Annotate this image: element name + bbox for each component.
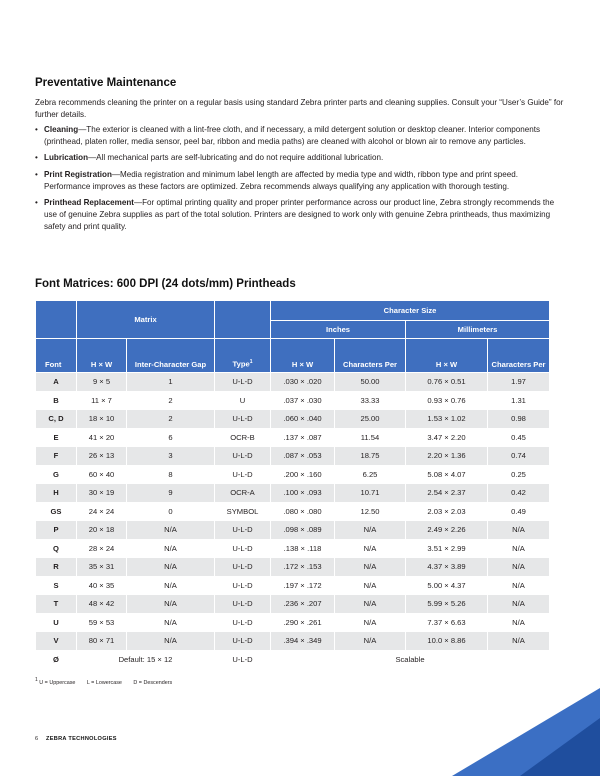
cell-matrix-hxw: 41 × 20	[77, 428, 127, 447]
cell-inches-chars: N/A	[335, 595, 406, 614]
cell-inches-hxw: .060 × .040	[271, 410, 335, 429]
cell-inches-hxw: .138 × .118	[271, 539, 335, 558]
cell-font: Q	[36, 539, 77, 558]
cell-mm-chars: 0.98	[488, 410, 550, 429]
cell-mm-hxw: 1.53 × 1.02	[406, 410, 488, 429]
bullet-term: Cleaning	[44, 125, 79, 134]
cell-font: S	[36, 576, 77, 595]
footnote-item: D = Descenders	[133, 679, 173, 686]
table-row	[36, 428, 550, 447]
table-row	[36, 521, 550, 540]
cell-type: U-L-D	[215, 373, 271, 392]
cell-matrix-hxw: 26 × 13	[77, 447, 127, 466]
cell-matrix-hxw: 9 × 5	[77, 373, 127, 392]
cell-type: U-L-D	[215, 576, 271, 595]
cell-gap: N/A	[127, 539, 215, 558]
cell-inches-hxw: .087 × .053	[271, 447, 335, 466]
cell-mm-hxw: 0.76 × 0.51	[406, 373, 488, 392]
bullet-print-registration	[35, 169, 565, 193]
cell-gap: N/A	[127, 576, 215, 595]
cell-mm-chars: 0.49	[488, 502, 550, 521]
cell-mm-hxw: 4.37 × 3.89	[406, 558, 488, 577]
bullet-text: —Media registration and minimum label length are affected by media type and width, ribbon type and print speed. Performance improves as these factors are optimized. Zebra recommends always qualifying any application with thorough testing.	[44, 169, 519, 191]
cell-mm-hxw: 2.54 × 2.37	[406, 484, 488, 503]
cell-mm-chars: N/A	[488, 521, 550, 540]
cell-gap: 1	[127, 373, 215, 392]
header-type-label: Type	[232, 359, 250, 369]
cell-gap: N/A	[127, 613, 215, 632]
header-inches: Inches	[271, 321, 406, 339]
bullet-lubrication	[35, 152, 565, 164]
cell-mm-chars: N/A	[488, 595, 550, 614]
cell-type: U-L-D	[215, 539, 271, 558]
cell-mm-chars: N/A	[488, 539, 550, 558]
cell-font: E	[36, 428, 77, 447]
cell-inches-chars: N/A	[335, 539, 406, 558]
cell-type: U-L-D	[215, 447, 271, 466]
footnote-marker: 1	[249, 358, 253, 365]
cell-mm-chars: 0.45	[488, 428, 550, 447]
cell-mm-hxw: 10.0 × 8.86	[406, 632, 488, 651]
table-row	[36, 502, 550, 521]
table-row	[36, 650, 550, 669]
header-type-spacer	[215, 301, 271, 339]
cell-inches-hxw: .394 × .349	[271, 632, 335, 651]
cell-mm-hxw: 5.99 × 5.26	[406, 595, 488, 614]
cell-font: F	[36, 447, 77, 466]
cell-inches-hxw: .037 × .030	[271, 391, 335, 410]
cell-type: U-L-D	[215, 613, 271, 632]
bullet-dot: •	[35, 198, 38, 208]
header-mm-chars: Characters Per	[488, 339, 550, 373]
cell-font: T	[36, 595, 77, 614]
table-row	[36, 410, 550, 429]
cell-inches-chars: 25.00	[335, 410, 406, 429]
cell-inches-hxw: .098 × .089	[271, 521, 335, 540]
cell-font: B	[36, 391, 77, 410]
cell-gap: 3	[127, 447, 215, 466]
cell-mm-hxw: 0.93 × 0.76	[406, 391, 488, 410]
cell-gap: N/A	[127, 632, 215, 651]
header-inches-chars: Characters Per	[335, 339, 406, 373]
bullet-term: Print Registration	[44, 169, 112, 179]
header-gap: Inter-Character Gap	[127, 339, 215, 373]
corner-triangle-light	[452, 688, 600, 776]
table-row	[36, 391, 550, 410]
cell-inches-chars: N/A	[335, 613, 406, 632]
cell-gap: 0	[127, 502, 215, 521]
cell-mm-hxw: 3.47 × 2.20	[406, 428, 488, 447]
font-matrices-table	[35, 300, 550, 669]
header-font: Font	[36, 339, 77, 373]
table-row	[36, 613, 550, 632]
header-inches-hxw: H × W	[271, 339, 335, 373]
cell-font: C, D	[36, 410, 77, 429]
bullet-dot: •	[35, 153, 38, 163]
footnote-item: L = Lowercase	[86, 679, 122, 686]
cell-inches-hxw: .236 × .207	[271, 595, 335, 614]
cell-font: U	[36, 613, 77, 632]
header-type	[215, 339, 271, 373]
cell-gap: 9	[127, 484, 215, 503]
header-font-spacer	[36, 301, 77, 339]
cell-gap: N/A	[127, 595, 215, 614]
footnote-marker: 1	[35, 677, 38, 683]
cell-inches-chars: N/A	[335, 576, 406, 595]
bullet-text: —The exterior is cleaned with a lint-free cloth, and if necessary, a mild detergent solution or desktop cleaner. Interior components (printhead, platen roller, media sensor, peel bar, ribbon and media paths) are cleaned with alcohol or blown air to remove any particles.	[44, 125, 541, 146]
cell-inches-hxw: .137 × .087	[271, 428, 335, 447]
table-row	[36, 465, 550, 484]
footnote-item: U = Uppercase	[39, 679, 76, 686]
bullet-text: —For optimal printing quality and proper printer performance across our product line, Zebra strongly recommends the use of genuine Zebra supplies as part of the total solution. Printers are designed to work only with genuine Zebra printheads, thus maximizing safety and print quality.	[44, 198, 555, 232]
cell-matrix-hxw: 60 × 40	[77, 465, 127, 484]
cell-matrix-hxw: 59 × 53	[77, 613, 127, 632]
cell-inches-hxw: .290 × .261	[271, 613, 335, 632]
cell-inches-chars: N/A	[335, 521, 406, 540]
cell-matrix-hxw: 11 × 7	[77, 391, 127, 410]
cell-matrix-hxw: 35 × 31	[77, 558, 127, 577]
cell-type: SYMBOL	[215, 502, 271, 521]
cell-inches-chars: 11.54	[335, 428, 406, 447]
table-title: Font Matrices: 600 DPI (24 dots/mm) Printheads	[35, 278, 296, 290]
cell-mm-chars: 1.97	[488, 373, 550, 392]
bullet-term: Printhead Replacement	[44, 198, 134, 208]
cell-gap: 2	[127, 391, 215, 410]
header-millimeters: Millimeters	[406, 321, 550, 339]
table-row	[36, 595, 550, 614]
cell-mm-chars: N/A	[488, 632, 550, 651]
cell-matrix-hxw: 80 × 71	[77, 632, 127, 651]
cell-inches-hxw: .197 × .172	[271, 576, 335, 595]
cell-font: A	[36, 373, 77, 392]
cell-inches-chars: 10.71	[335, 484, 406, 503]
cell-type: OCR-B	[215, 428, 271, 447]
bullet-dot: •	[35, 169, 38, 179]
table-row	[36, 539, 550, 558]
cell-mm-chars: 1.31	[488, 391, 550, 410]
cell-type: U-L-D	[215, 558, 271, 577]
cell-font: Ø	[36, 650, 77, 669]
bullet-text: —All mechanical parts are self-lubricating and do not require additional lubrication.	[88, 153, 384, 163]
table-row	[36, 484, 550, 503]
cell-inches-chars: N/A	[335, 632, 406, 651]
cell-gap: 6	[127, 428, 215, 447]
cell-gap: N/A	[127, 521, 215, 540]
cell-matrix-hxw: 30 × 19	[77, 484, 127, 503]
table-body	[36, 373, 550, 669]
cell-font: GS	[36, 502, 77, 521]
cell-type: OCR-A	[215, 484, 271, 503]
header-matrix: Matrix	[77, 301, 215, 339]
cell-matrix-hxw: 18 × 10	[77, 410, 127, 429]
cell-font: V	[36, 632, 77, 651]
table-row	[36, 558, 550, 577]
cell-matrix-hxw: 24 × 24	[77, 502, 127, 521]
cell-inches-hxw: .172 × .153	[271, 558, 335, 577]
cell-mm-chars: N/A	[488, 613, 550, 632]
cell-mm-hxw: 2.49 × 2.26	[406, 521, 488, 540]
cell-type: U-L-D	[215, 595, 271, 614]
cell-gap: N/A	[127, 558, 215, 577]
header-mm-hxw: H × W	[406, 339, 488, 373]
cell-inches-chars: 50.00	[335, 373, 406, 392]
cell-scalable: Scalable	[271, 650, 550, 669]
cell-mm-hxw: 2.20 × 1.36	[406, 447, 488, 466]
cell-type: U-L-D	[215, 521, 271, 540]
cell-inches-chars: 33.33	[335, 391, 406, 410]
cell-mm-hxw: 2.03 × 2.03	[406, 502, 488, 521]
cell-inches-hxw: .200 × .160	[271, 465, 335, 484]
cell-matrix-hxw: 40 × 35	[77, 576, 127, 595]
cell-mm-chars: N/A	[488, 576, 550, 595]
bullet-cleaning	[35, 124, 565, 148]
bullet-printhead-replacement	[35, 197, 565, 233]
cell-matrix-hxw: 20 × 18	[77, 521, 127, 540]
cell-inches-chars: 12.50	[335, 502, 406, 521]
bullet-dot: •	[35, 125, 38, 134]
header-matrix-hxw: H × W	[77, 339, 127, 373]
section-title-maintenance: Preventative Maintenance	[35, 77, 177, 89]
cell-inches-hxw: .030 × .020	[271, 373, 335, 392]
cell-type: U-L-D	[215, 410, 271, 429]
cell-mm-chars: 0.25	[488, 465, 550, 484]
brand-name: ZEBRA TECHNOLOGIES	[46, 736, 117, 742]
table-row	[36, 373, 550, 392]
cell-type: U-L-D	[215, 632, 271, 651]
cell-mm-hxw: 3.51 × 2.99	[406, 539, 488, 558]
cell-type: U	[215, 391, 271, 410]
maintenance-bullet-list	[35, 124, 565, 238]
cell-font: R	[36, 558, 77, 577]
table-row	[36, 576, 550, 595]
footnote	[35, 677, 182, 686]
corner-triangle-dark	[520, 718, 600, 776]
cell-gap: 8	[127, 465, 215, 484]
cell-gap: 2	[127, 410, 215, 429]
cell-inches-chars: 18.75	[335, 447, 406, 466]
cell-type: U-L-D	[215, 465, 271, 484]
cell-inches-hxw: .100 × .093	[271, 484, 335, 503]
cell-matrix-hxw: 48 × 42	[77, 595, 127, 614]
maintenance-intro: Zebra recommends cleaning the printer on a regular basis using standard Zebra printer parts and cleaning supplies. Consult your “User’s Guide” for further details.	[35, 98, 564, 120]
cell-mm-hxw: 5.08 × 4.07	[406, 465, 488, 484]
cell-type: U-L-D	[215, 650, 271, 669]
cell-inches-chars: 6.25	[335, 465, 406, 484]
table-row	[36, 447, 550, 466]
cell-font: H	[36, 484, 77, 503]
cell-font: P	[36, 521, 77, 540]
header-character-size: Character Size	[271, 301, 550, 321]
cell-matrix-hxw: 28 × 24	[77, 539, 127, 558]
cell-mm-chars: N/A	[488, 558, 550, 577]
cell-inches-chars: N/A	[335, 558, 406, 577]
table-row	[36, 632, 550, 651]
cell-font: G	[36, 465, 77, 484]
bullet-term: Lubrication	[44, 153, 89, 163]
cell-mm-chars: 0.74	[488, 447, 550, 466]
cell-default-matrix: Default: 15 × 12	[77, 650, 215, 669]
cell-mm-hxw: 7.37 × 6.63	[406, 613, 488, 632]
cell-inches-hxw: .080 × .080	[271, 502, 335, 521]
cell-mm-chars: 0.42	[488, 484, 550, 503]
cell-mm-hxw: 5.00 × 4.37	[406, 576, 488, 595]
page-number: 6	[35, 736, 39, 742]
